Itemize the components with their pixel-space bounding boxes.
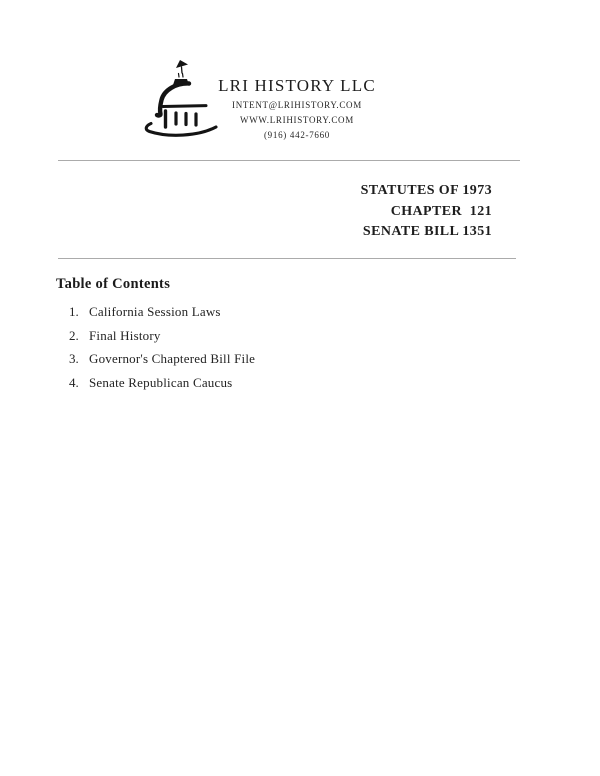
company-name: LRI HISTORY LLC — [218, 76, 376, 95]
toc-item-number: 1. — [69, 304, 79, 319]
toc-item-label: California Session Laws — [89, 304, 221, 319]
toc-list — [69, 305, 255, 399]
toc-title: Table of Contents — [56, 276, 171, 292]
letterhead — [137, 77, 457, 143]
toc-item-number: 2. — [69, 327, 79, 343]
horizontal-rule-bottom — [58, 258, 516, 260]
toc-item-label: Governor's Chaptered Bill File — [89, 351, 256, 366]
website-text: WWW.LRIHISTORY.COM — [240, 115, 354, 125]
email-text: INTENT@LRIHISTORY.COM — [232, 100, 362, 110]
horizontal-rule-top — [58, 160, 520, 162]
toc-item-number: 3. — [69, 351, 79, 366]
toc-item — [69, 305, 255, 318]
toc-item-label: Final History — [89, 327, 161, 343]
chapter-line: CHAPTER 121 — [390, 203, 492, 219]
toc-item-number: 4. — [69, 374, 79, 390]
statutes-year-line: STATUTES OF 1973 — [360, 183, 492, 198]
toc-item-label: Senate Republican Caucus — [89, 374, 233, 390]
toc-item — [69, 329, 255, 342]
toc-item — [69, 376, 255, 389]
statute-reference-block — [361, 181, 492, 243]
phone-text: (916) 442-7660 — [263, 130, 331, 140]
toc-item — [69, 352, 255, 365]
senate-bill-line: SENATE BILL 1351 — [362, 224, 492, 239]
